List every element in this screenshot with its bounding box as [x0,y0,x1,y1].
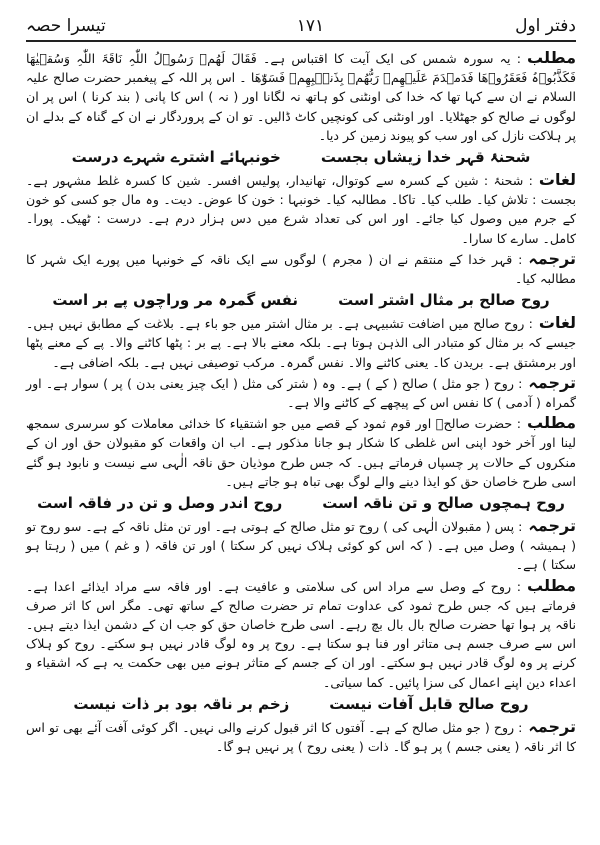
paragraph-text: : روح ( جو مثل صالح کے ہے۔ آفتوں کا اثر قبول کرنے والی نہیں۔ اگر کوئی آفت آئے بھی تو اس کا اثر ناقہ ( یعنی جسم ) پر ہو گا۔ ذات ( یعنی روح ) پر نہیں ہو گا۔ [26,719,576,755]
section-label: ترجمہ [528,516,576,536]
section-label: لغات [538,170,576,190]
verse-hemistich-second: خونبہائے اشترے شہرے درست [71,148,281,167]
verse-couplet [26,693,576,715]
verse-couplet [26,146,576,168]
paragraph [26,170,576,248]
verse-hemistich-first: شحنۂ قہر خدا زیشاں بجست [320,148,531,167]
section-label: ترجمہ [528,716,576,736]
section-label: ترجمہ [528,372,576,392]
paragraph [26,413,576,491]
paragraph [26,717,576,756]
paragraph [26,48,576,145]
page-header [26,8,576,36]
verse-hemistich-second: زخم بر ناقہ بود بر ذات نیست [73,694,290,713]
verse-couplet [26,492,576,514]
paragraph-text: : روح ( جو مثل ) صالح ( کے ) ہے۔ وہ ( شتر کی مثل ( ایک چیز یعنی بدن ) پر ) سوار ہے۔ اور گمراہ ( آدمی ) کا نفس اس کے پیچھے کے کاٹنے والا ہے۔ [26,375,576,411]
paragraph-text: : روح صالح میں اضافت تشبیہی ہے۔ بر مثال اشتر میں جو باء ہے۔ بلاغت کے مطابق نہیں ہیں۔ جیسے کہ بر مثال کو متبادر الی الذہن ہوتا ہے۔ بلکہ معنے بالا ہے۔ پے بر : پٹھا کاٹنے والا۔ پے کے معنے پٹھا اور برمشتق ہے۔ بریدن کا۔ یعنی کاٹنے والا۔ نفس گمرہ۔ مرکب توصیفی نہیں ہے۔ بلکہ اضافی ہے۔ [26,316,576,370]
paragraph [26,373,576,412]
paragraph [26,249,576,288]
section-label: لغات [538,313,576,333]
section-label: مطلب [527,575,576,595]
paragraph-text: : حضرت صالحؑ اور قوم ثمود کے قصے میں جو اشتقیاء کا خدائی معاملات کو سرسری سمجھ لینا اور آخر خود اپنی اس غلطی کا شکار ہو جانا مذکور ہے۔ اب ان واقعات کو مقبولان حق اور ان کے منکروں کے حالات پر چسپاں فرماتے ہیں۔ کہ جس طرح موذیان حق ناقہ الٰہی سے نیست و نابود ہو گئے اسی طرح خاصان حق کو ایذا دینے والے لوگ بھی تباہ ہو جاتے ہیں۔ [26,416,576,489]
paragraph [26,516,576,575]
paragraph-text: : روح کے وصل سے مراد اس کی سلامتی و عافیت ہے۔ اور فاقہ سے مراد ایذائے اعدا ہے۔ فرماتے ہیں کہ جس طرح ثمود کی عداوت تمام تر حضرت صالح کے ساتھ تھی۔ مگر اس کا اثر صرف ناقہ پر ہوا تھا حضرت صالح بال بال بچ رہے۔ اسی طرح خاصان حق کو جب ان کے دشمن ایذا دیتے ہیں۔ اس سے صرف جسم ہی متاثر اور فنا ہو سکتا ہے۔ روح پر وہ لوگ قادر نہیں ہو سکتے۔ روح کو ہلاک کرنے پر وہ لوگ قادر نہیں ہو سکتے۔ اور ان کے جسم کے متاثر ہونے میں بھی حکمت یہ ہے کہ اشقیاء و اعداء دین اپنے اعمال کی سزا پائیں۔ کما سیاتی۔ [26,578,576,690]
page-number: ۱۷۱ [296,16,325,36]
verse-couplet [26,289,576,311]
verse-hemistich-first: روح صالح بر مثال اشتر است [338,291,550,310]
paragraph-text: : شحنۂ : شین کے کسرہ سے کوتوال، تھانیدار، پولیس افسر۔ شین کا کسرہ غلط مشہور ہے۔ بجست : تلاش کیا۔ طلب کیا۔ تاکا۔ مطالبہ کیا۔ خونبہا : خون کا عوض۔ دیت۔ وہ مال جو کسی کو خون کے جرم میں وصول کیا جائے۔ اور اس کی تعداد شرع میں دس ہزار درم ہے۔ درست : ٹھیک۔ پورا۔ کامل۔ سارے کا سارا۔ [26,173,576,246]
verse-hemistich-second: روح اندر وصل و تن در فاقہ است [37,494,283,513]
section-label: مطلب [527,48,576,67]
header-volume-title: دفتر اول [515,16,576,36]
verse-hemistich-first: روح صالح قابل آفات نیست [329,694,529,713]
section-label: مطلب [527,413,576,433]
document-body [26,48,576,756]
paragraph-text: : پس ( مقبولان الٰہی کی ) روح تو مثل صالح کے ہوتی ہے۔ اور تن مثل ناقہ کے ہے۔ سو روح تو ( ہمیشہ ) وصل میں ہے۔ ( کہ اس کو کوئی ہلاک نہیں کر سکتا ) اور تن فاقہ ( و غم ) میں ( رہتا ہو سکتا ) ہے۔ [26,519,576,573]
paragraph-text: : یہ سورہ شمس کی ایک آیت کا اقتباس ہے۔ فَقَالَ لَھُمۡ رَسُوۡلُ اللّٰہِ نَاقَۃَ اللّٰہِ وَسُقۡیٰھَا فَکَذَّبُوۡہُ فَعَقَرُوۡھَا فَدَمۡدَمَ عَلَیۡھِمۡ رَبُّھُمۡ بِذَنۡۢبِھِمۡ فَسَوّٰھَا ۔ اس پر اللہ کے پیغمبر حضرت صالح علیہ السلام نے ان سے کہا تھا کہ خدا کی اونٹنی کو ہاتھ نہ لگانا اور ( نہ ) اس کا پانی ( بند کرنا ) اس پر ان لوگوں نے صالح کو جھٹلایا۔ اور اونٹنی کی کونچیں کاٹ ڈالیں۔ تو ان کے پروردگار نے ان کے گناہ کے بدلے ان پر ہلاکت نازل کی اور سب کو پیوند زمین کر دیا۔ [26,51,576,143]
header-part-title: تیسرا حصہ [26,16,106,36]
paragraph [26,576,576,692]
section-label: ترجمہ [528,248,576,268]
header-divider [26,40,576,42]
paragraph [26,313,576,372]
paragraph-text: : قہر خدا کے منتقم نے ان ( مجرم ) لوگوں سے ایک ناقہ کے خونبہا میں پورے ایک شہر کا مطالبہ کیا۔ [26,251,576,287]
verse-hemistich-second: نفس گمرہ مر وراچوں پے بر است [52,291,299,310]
verse-hemistich-first: روح ہمچوں صالح و تن ناقہ است [322,494,565,513]
